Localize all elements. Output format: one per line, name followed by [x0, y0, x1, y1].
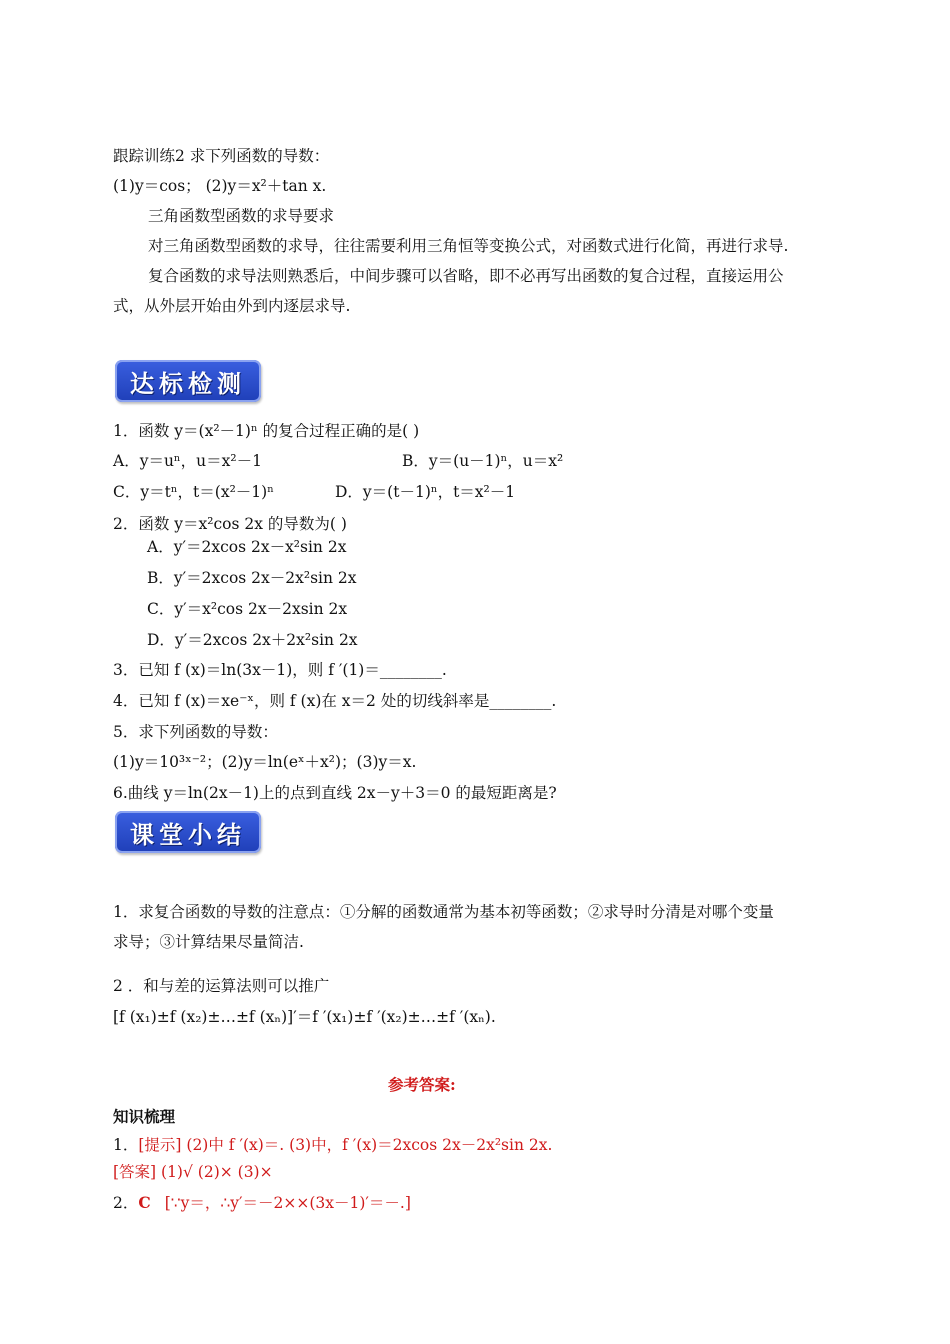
question-5-items: (1)y＝10³ˣ⁻²；(2)y＝ln(eˣ＋x²)；(3)y＝x.	[113, 753, 417, 771]
answer-1-number: 1．	[113, 1136, 139, 1154]
tip-title: 三角函数型函数的求导要求	[148, 207, 335, 225]
answer-1-hint: [提示] (2)中 f ′(x)＝. (3)中，f ′(x)＝2xcos 2x－2x²sin 2x.	[138, 1136, 553, 1154]
answer-2-number: 2．	[113, 1194, 139, 1212]
training-heading: 跟踪训练2 求下列函数的导数：	[113, 147, 330, 165]
question-1-option-d: D．y＝(t－1)ⁿ，t＝x²－1	[335, 483, 516, 501]
tip-paragraph-2-line-2: 式，从外层开始由外到内逐层求导.	[113, 297, 351, 315]
answer-2-explanation: [∵y＝，∴y′＝－2××(3x－1)′＝－.]	[164, 1194, 411, 1212]
question-2-option-b: B．y′＝2xcos 2x－2x²sin 2x	[147, 569, 357, 587]
answer-1	[113, 1135, 552, 1155]
summary-point-1-line-2: 求导；③计算结果尽量简洁.	[113, 933, 304, 951]
question-6: 6.曲线 y＝ln(2x－1)上的点到直线 2x－y＋3＝0 的最短距离是?	[113, 784, 557, 802]
answer-1-result: [答案] (1)√ (2)× (3)×	[113, 1163, 273, 1181]
question-5: 5．求下列函数的导数：	[113, 723, 278, 741]
answers-section-title: 知识梳理	[113, 1107, 176, 1126]
question-4: 4．已知 f (x)＝xe⁻ˣ，则 f (x)在 x＝2 处的切线斜率是________.	[113, 692, 557, 710]
answers-title: 参考答案:	[388, 1075, 456, 1094]
answer-2	[113, 1193, 411, 1213]
question-3: 3．已知 f (x)＝ln(3x－1)，则 f ′(1)＝________.	[113, 661, 447, 679]
question-2-option-d: D．y′＝2xcos 2x＋2x²sin 2x	[147, 631, 358, 649]
summary-point-2-line-1: 2 ．和与差的运算法则可以推广	[113, 977, 330, 995]
question-1-option-a: A．y＝uⁿ，u＝x²－1	[113, 452, 262, 470]
summary-point-2-line-2: [f (x₁)±f (x₂)±…±f (xₙ)]′＝f ′(x₁)±f ′(x₂)±…±f ′(xₙ).	[113, 1008, 496, 1026]
question-2-option-a: A．y′＝2xcos 2x－x²sin 2x	[147, 538, 347, 556]
question-1: 1．函数 y＝(x²－1)ⁿ 的复合过程正确的是( )	[113, 422, 420, 440]
tip-paragraph-1: 对三角函数型函数的求导，往往需要利用三角恒等变换公式，对函数式进行化简，再进行求导.	[148, 237, 789, 255]
summary-banner: 课堂小结	[115, 811, 261, 853]
question-1-option-b: B．y＝(u－1)ⁿ，u＝x²	[402, 452, 564, 470]
check-banner: 达标检测	[115, 360, 261, 402]
question-1-option-c: C．y＝tⁿ，t＝(x²－1)ⁿ	[113, 483, 274, 501]
answer-2-choice: C	[138, 1193, 151, 1212]
question-2-option-c: C．y′＝x²cos 2x－2xsin 2x	[147, 600, 348, 618]
tip-paragraph-2-line-1: 复合函数的求导法则熟悉后，中间步骤可以省略，即不必再写出函数的复合过程，直接运用公	[148, 267, 784, 285]
training-problems: (1)y＝cos； (2)y＝x²＋tan x.	[113, 177, 327, 195]
summary-point-1-line-1: 1．求复合函数的导数的注意点：①分解的函数通常为基本初等函数；②求导时分清是对哪个变量	[113, 903, 774, 921]
question-2: 2．函数 y＝x²cos 2x 的导数为( )	[113, 515, 347, 533]
